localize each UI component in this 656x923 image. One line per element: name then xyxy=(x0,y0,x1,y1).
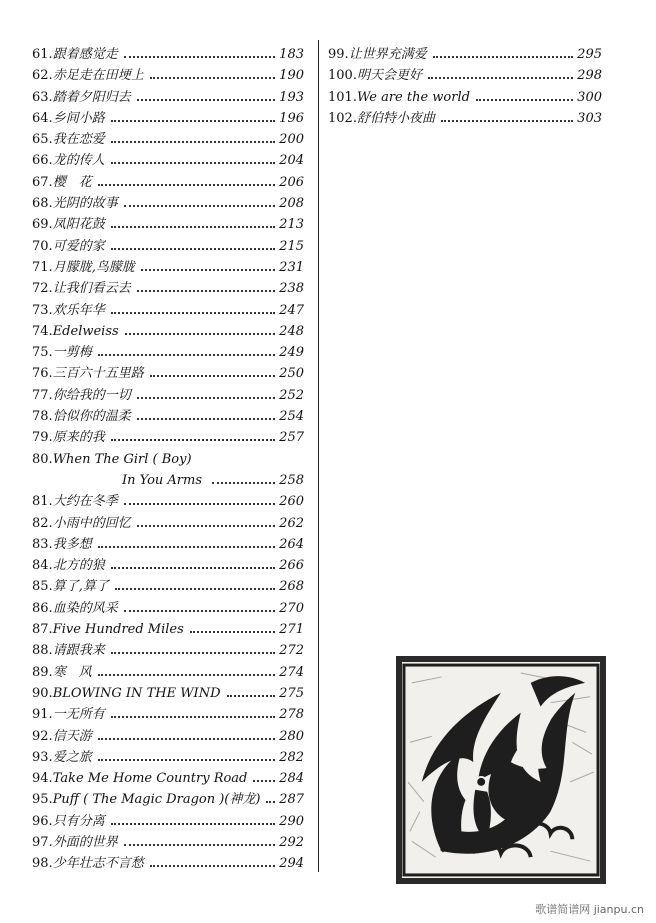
dot-leader xyxy=(227,686,276,697)
toc-entry xyxy=(32,853,304,874)
toc-entry-number: 85. xyxy=(32,579,53,595)
toc-entry xyxy=(32,811,304,832)
toc-entry-number: 88. xyxy=(32,643,53,659)
dot-leader xyxy=(111,643,275,654)
toc-entry-number: 73. xyxy=(32,302,53,318)
toc-entry xyxy=(32,278,304,299)
toc-entry-title: 让世界充满爱 xyxy=(348,47,427,62)
toc-entry-number: 61. xyxy=(32,47,53,62)
toc-entry xyxy=(32,598,304,619)
toc-entry-title: Take Me Home Country Road xyxy=(52,771,248,787)
dot-leader xyxy=(253,771,275,782)
toc-entry xyxy=(32,534,304,555)
toc-entry-page: 298 xyxy=(577,68,602,84)
dot-leader xyxy=(111,303,275,314)
toc-entry-page: 262 xyxy=(279,515,304,531)
toc-entry-title: 我在恋爱 xyxy=(52,132,105,148)
dot-leader xyxy=(150,366,275,377)
toc-entry-number: 66. xyxy=(32,153,53,169)
toc-entry xyxy=(32,385,304,406)
toc-entry-title: 三百六十五里路 xyxy=(52,366,144,382)
toc-entry-title: 欢乐年华 xyxy=(52,302,105,318)
toc-entry-page: 231 xyxy=(279,259,304,275)
toc-entry-title: 我多想 xyxy=(52,536,92,552)
toc-entry-title: 一无所有 xyxy=(52,707,105,723)
toc-entry-page: 287 xyxy=(279,792,304,808)
dot-leader xyxy=(476,90,573,101)
toc-entry-page: 196 xyxy=(279,110,304,126)
toc-entry-title: 只有分离 xyxy=(52,813,105,829)
dot-leader xyxy=(441,111,573,122)
toc-entry-number: 75. xyxy=(32,345,53,361)
toc-entry-page: 290 xyxy=(279,813,304,829)
toc-entry-page: 271 xyxy=(279,622,304,638)
toc-entry xyxy=(32,321,304,342)
toc-entry xyxy=(32,257,304,278)
toc-entry xyxy=(32,236,304,257)
toc-entry-number: 86. xyxy=(32,600,53,616)
toc-entry xyxy=(32,640,304,661)
toc-entry-page: 254 xyxy=(279,409,304,425)
site-watermark: 歌谱简谱网 jianpu.cn xyxy=(535,903,644,916)
toc-entry-title: When The Girl ( Boy) xyxy=(52,451,192,467)
toc-entry xyxy=(32,406,304,427)
toc-entry-page: 238 xyxy=(279,281,304,297)
dot-leader xyxy=(111,132,275,143)
dot-leader xyxy=(98,729,275,740)
dot-leader xyxy=(98,175,275,186)
dot-leader xyxy=(125,324,276,335)
toc-entry-number: 101. xyxy=(328,89,357,105)
toc-entry-number: 65. xyxy=(32,132,53,148)
toc-entry-title: 信天游 xyxy=(52,728,92,744)
woodcut-flying-apsara-icon xyxy=(396,656,606,884)
toc-entry-title: 大约在冬季 xyxy=(52,494,118,510)
dot-leader xyxy=(115,579,275,590)
toc-entry-title: 算了,算了 xyxy=(52,579,109,595)
dot-leader xyxy=(111,239,275,250)
toc-entry xyxy=(32,363,304,384)
toc-entry-title: 北方的狼 xyxy=(52,558,105,574)
toc-entry-number: 69. xyxy=(32,217,53,233)
toc-entry-page: 247 xyxy=(279,302,304,318)
toc-entry-number: 67. xyxy=(32,174,53,190)
dot-leader xyxy=(111,111,275,122)
toc-entry-page: 303 xyxy=(577,110,602,126)
toc-entry-number: 89. xyxy=(32,664,53,680)
toc-entry-title: 外面的世界 xyxy=(52,834,118,850)
toc-entry xyxy=(32,342,304,363)
toc-entry-page: 300 xyxy=(577,89,602,105)
toc-entry-title: 光阴的故事 xyxy=(52,196,118,212)
toc-entry-number: 81. xyxy=(32,494,53,510)
toc-entry-page: 272 xyxy=(279,643,304,659)
toc-entry-title: We are the world xyxy=(356,89,470,105)
dot-leader xyxy=(137,516,275,527)
toc-entry-number: 77. xyxy=(32,387,53,403)
dot-leader xyxy=(190,622,275,633)
dot-leader xyxy=(111,430,275,441)
toc-entry-number: 99. xyxy=(328,47,349,62)
toc-entry-title: 让我们看云去 xyxy=(52,281,131,297)
toc-entry-title: 恰似你的温柔 xyxy=(52,409,131,425)
dot-leader xyxy=(111,707,275,718)
toc-entry-title: 樱 花 xyxy=(52,174,92,190)
dot-leader xyxy=(98,750,275,761)
toc-entry-number: 102. xyxy=(328,110,357,126)
dot-leader xyxy=(137,281,275,292)
toc-entry-title: Puff ( The Magic Dragon )(神龙) xyxy=(52,792,261,808)
dot-leader xyxy=(212,473,275,484)
toc-entry-number: 91. xyxy=(32,707,53,723)
toc-entry-title: 少年壮志不言愁 xyxy=(52,856,144,872)
toc-entry-title: 凤阳花鼓 xyxy=(52,217,105,233)
dot-leader xyxy=(124,47,275,58)
toc-entry-title: Edelweiss xyxy=(52,323,119,339)
toc-entry xyxy=(32,555,304,576)
toc-entry xyxy=(328,65,602,86)
toc-entry xyxy=(32,108,304,129)
toc-entry-title: 舒伯特小夜曲 xyxy=(356,110,435,126)
toc-entry-title: 寒 风 xyxy=(52,664,92,680)
toc-entry xyxy=(32,789,304,810)
toc-entry xyxy=(32,768,304,789)
toc-entry xyxy=(32,214,304,235)
toc-entry-title: In You Arms xyxy=(122,472,203,488)
toc-entry-number: 83. xyxy=(32,536,53,552)
dot-leader xyxy=(111,153,275,164)
toc-entry-title: 你给我的一切 xyxy=(52,387,131,403)
toc-entry xyxy=(32,576,304,597)
toc-entry xyxy=(32,470,304,491)
toc-entry-number: 79. xyxy=(32,430,53,446)
dot-leader xyxy=(137,90,275,101)
toc-entry-title: BLOWING IN THE WIND xyxy=(52,685,221,701)
toc-entry-page: 295 xyxy=(577,47,602,62)
toc-entry-page: 204 xyxy=(279,153,304,169)
toc-entry-title: 原来的我 xyxy=(52,430,105,446)
dot-leader xyxy=(150,68,275,79)
toc-entry-page: 278 xyxy=(279,707,304,723)
toc-entry-number: 97. xyxy=(32,834,53,850)
toc-entry-title: 请跟我来 xyxy=(52,643,105,659)
toc-entry-page: 208 xyxy=(279,196,304,212)
toc-entry-number: 96. xyxy=(32,813,53,829)
toc-entry xyxy=(328,108,602,129)
toc-entry-page: 200 xyxy=(279,132,304,148)
toc-entry-title: 月朦胧,鸟朦胧 xyxy=(52,259,135,275)
column-divider xyxy=(318,40,319,872)
toc-entry-title: 一剪梅 xyxy=(52,345,92,361)
toc-entry-number: 90. xyxy=(32,685,53,701)
toc-entry-page: 252 xyxy=(279,387,304,403)
toc-entry-page: 213 xyxy=(279,217,304,233)
dot-leader xyxy=(111,558,275,569)
toc-entry-number: 84. xyxy=(32,558,53,574)
toc-entry xyxy=(32,44,304,65)
toc-entry-title: 乡间小路 xyxy=(52,110,105,126)
toc-entry-number: 72. xyxy=(32,281,53,297)
toc-entry-number: 64. xyxy=(32,110,53,126)
toc-entry-title: 血染的风采 xyxy=(52,600,118,616)
toc-entry-number: 70. xyxy=(32,238,53,254)
toc-entry-number: 68. xyxy=(32,196,53,212)
dot-leader xyxy=(124,196,275,207)
toc-entry-page: 282 xyxy=(279,749,304,765)
toc-entry-page: 274 xyxy=(279,664,304,680)
toc-entry xyxy=(32,193,304,214)
toc-entry xyxy=(32,87,304,108)
dot-leader xyxy=(111,217,275,228)
dot-leader xyxy=(428,68,573,79)
toc-entry xyxy=(32,300,304,321)
toc-entry xyxy=(32,662,304,683)
toc-entry-page: 275 xyxy=(279,685,304,701)
toc-entry-page: 249 xyxy=(279,345,304,361)
toc-entry-number: 76. xyxy=(32,366,53,382)
toc-entry-title: 跟着感觉走 xyxy=(52,47,118,62)
dot-leader xyxy=(98,345,275,356)
toc-entry-page: 280 xyxy=(279,728,304,744)
toc-entry-page: 257 xyxy=(279,430,304,446)
toc-entry xyxy=(32,726,304,747)
toc-entry-page: 268 xyxy=(279,579,304,595)
toc-entry xyxy=(32,683,304,704)
toc-entry-page: 250 xyxy=(279,366,304,382)
toc-entry-page: 284 xyxy=(279,771,304,787)
toc-entry xyxy=(32,449,304,470)
dot-leader xyxy=(141,260,275,271)
toc-entry-number: 95. xyxy=(32,792,53,808)
toc-entry-number: 82. xyxy=(32,515,53,531)
toc-entry-number: 93. xyxy=(32,749,53,765)
toc-entry-title: 爱之旅 xyxy=(52,749,92,765)
toc-entry-title: 踏着夕阳归去 xyxy=(52,89,131,105)
toc-entry xyxy=(32,65,304,86)
toc-entry-page: 260 xyxy=(279,494,304,510)
toc-column-left xyxy=(32,44,304,875)
toc-entry-page: 266 xyxy=(279,558,304,574)
toc-entry-number: 94. xyxy=(32,771,53,787)
toc-entry xyxy=(328,87,602,108)
toc-entry xyxy=(32,704,304,725)
toc-entry xyxy=(32,747,304,768)
toc-entry-page: 193 xyxy=(279,89,304,105)
toc-entry xyxy=(32,427,304,448)
dot-leader xyxy=(98,665,275,676)
toc-entry-page: 215 xyxy=(279,238,304,254)
dot-leader xyxy=(266,792,275,803)
toc-entry-title: 龙的传人 xyxy=(52,153,105,169)
dot-leader xyxy=(137,388,275,399)
toc-entry-number: 78. xyxy=(32,409,53,425)
toc-entry-number: 80. xyxy=(32,451,53,467)
toc-entry-title: 赤足走在田埂上 xyxy=(52,68,144,84)
toc-entry-page: 190 xyxy=(279,68,304,84)
toc-entry-page: 270 xyxy=(279,600,304,616)
toc-entry xyxy=(32,491,304,512)
toc-entry-number: 63. xyxy=(32,89,53,105)
toc-entry xyxy=(32,172,304,193)
toc-entry-title: 可爱的家 xyxy=(52,238,105,254)
dot-leader xyxy=(111,814,275,825)
dot-leader xyxy=(433,47,573,58)
toc-entry-number: 92. xyxy=(32,728,53,744)
toc-entry-page: 264 xyxy=(279,536,304,552)
dot-leader xyxy=(124,601,275,612)
toc-entry-page: 294 xyxy=(279,856,304,872)
toc-entry-title: 小雨中的回忆 xyxy=(52,515,131,531)
toc-entry-number: 100. xyxy=(328,68,357,84)
toc-entry-number: 98. xyxy=(32,856,53,872)
dot-leader xyxy=(150,856,275,867)
toc-entry-page: 292 xyxy=(279,834,304,850)
toc-entry-number: 87. xyxy=(32,622,53,638)
toc-entry-number: 71. xyxy=(32,259,53,275)
toc-entry xyxy=(328,44,602,65)
toc-entry xyxy=(32,619,304,640)
toc-entry xyxy=(32,129,304,150)
dot-leader xyxy=(98,537,275,548)
toc-entry-page: 206 xyxy=(279,174,304,190)
toc-entry-number: 62. xyxy=(32,68,53,84)
toc-entry-title: Five Hundred Miles xyxy=(52,622,184,638)
toc-entry-number: 74. xyxy=(32,323,53,339)
toc-entry-page: 248 xyxy=(279,323,304,339)
toc-entry-title: 明天会更好 xyxy=(356,68,422,84)
toc-entry xyxy=(32,150,304,171)
dot-leader xyxy=(137,409,275,420)
toc-entry-page: 258 xyxy=(279,472,304,488)
toc-column-right xyxy=(328,44,602,129)
toc-entry xyxy=(32,513,304,534)
toc-entry xyxy=(32,832,304,853)
dot-leader xyxy=(124,494,275,505)
toc-entry-page: 183 xyxy=(279,47,304,62)
dot-leader xyxy=(124,835,275,846)
